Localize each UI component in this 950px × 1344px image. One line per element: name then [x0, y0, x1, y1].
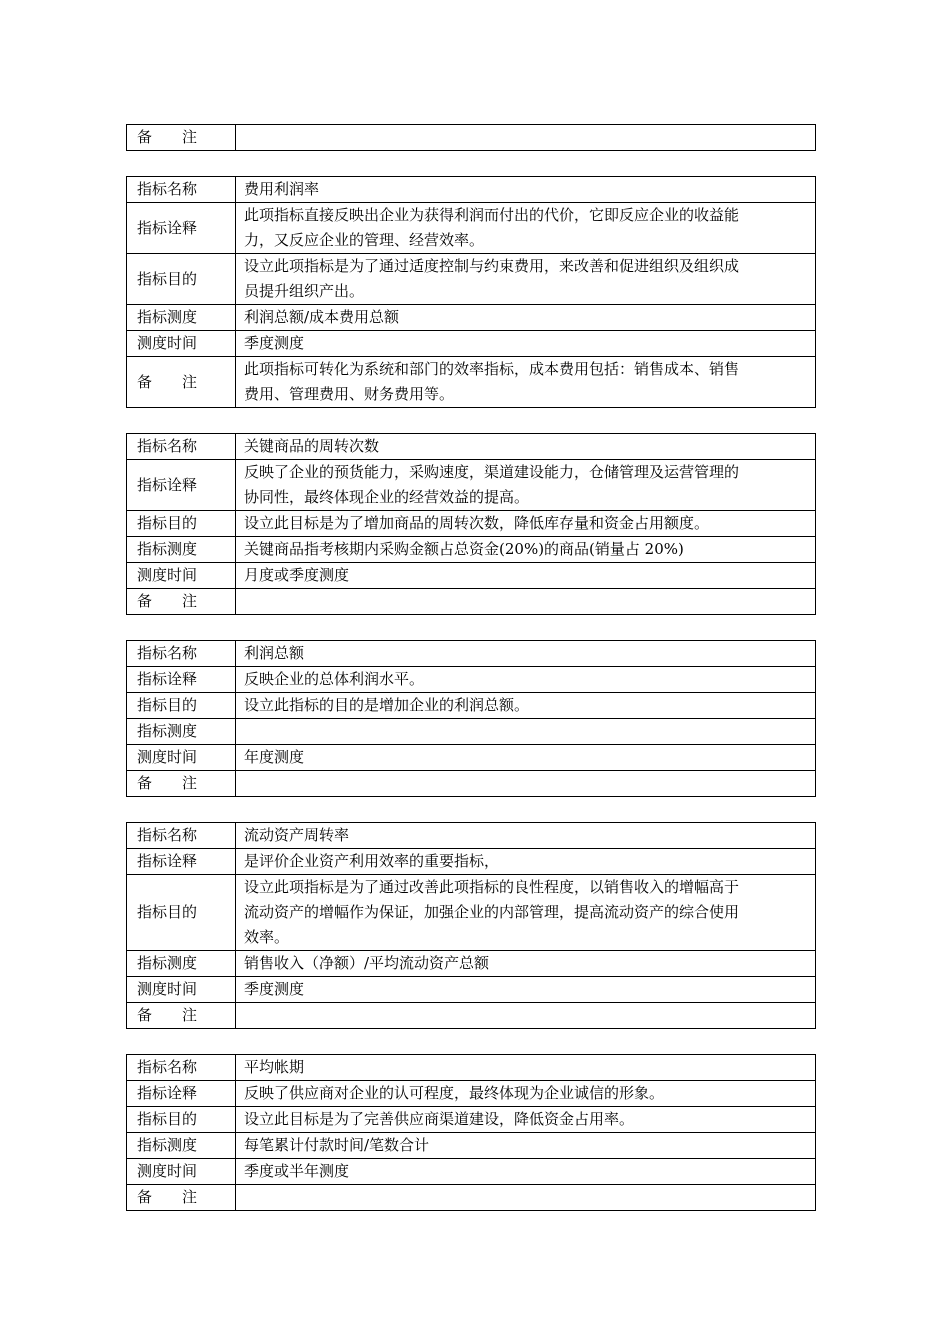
value-line: 设立此项指标是为了通过改善此项指标的良性程度，以销售收入的增幅高于	[244, 878, 740, 896]
value-line: 效率。	[244, 928, 290, 946]
table-row	[127, 177, 816, 203]
table-row	[127, 849, 816, 875]
row-label: 指标诠释	[127, 203, 236, 254]
value-line: 设立此指标的目的是增加企业的利润总额。	[244, 696, 530, 714]
indicator-table	[126, 822, 816, 1029]
table-row	[127, 771, 816, 797]
value-line: 月度或季度测度	[244, 566, 350, 584]
value-line: 年度测度	[244, 748, 305, 766]
table-row	[127, 1159, 816, 1185]
value-line: 季度或半年测度	[244, 1162, 350, 1180]
table-row	[127, 331, 816, 357]
value-line: 设立此项指标是为了通过适度控制与约束费用，来改善和促进组织及组织成	[244, 257, 740, 275]
row-value	[236, 563, 816, 589]
row-value	[236, 849, 816, 875]
row-label: 测度时间	[127, 977, 236, 1003]
table-row	[127, 254, 816, 305]
table-row	[127, 1081, 816, 1107]
row-value	[236, 589, 816, 615]
row-label: 测度时间	[127, 1159, 236, 1185]
row-label: 备 注	[127, 771, 236, 797]
row-label: 备 注	[127, 125, 236, 151]
value-line: 此项指标可转化为系统和部门的效率指标，成本费用包括：销售成本、销售	[244, 360, 740, 378]
row-label: 指标测度	[127, 951, 236, 977]
value-line: 协同性，最终体现企业的经营效益的提高。	[244, 488, 530, 506]
table-row	[127, 357, 816, 408]
value-line: 力，又反应企业的管理、经营效率。	[244, 231, 485, 249]
indicator-table	[126, 640, 816, 797]
value-line: 每笔累计付款时间/笔数合计	[244, 1136, 430, 1154]
table-row	[127, 203, 816, 254]
value-line: 是评价企业资产利用效率的重要指标，	[244, 852, 500, 870]
row-label: 指标诠释	[127, 667, 236, 693]
value-line: 费用、管理费用、财务费用等。	[244, 385, 455, 403]
value-line: 利润总额	[244, 644, 305, 662]
row-label: 指标诠释	[127, 1081, 236, 1107]
value-line: 平均帐期	[244, 1058, 305, 1076]
table-row	[127, 1185, 816, 1211]
row-label: 指标名称	[127, 434, 236, 460]
table-row	[127, 1107, 816, 1133]
row-value	[236, 951, 816, 977]
row-value	[236, 719, 816, 745]
table-row	[127, 1055, 816, 1081]
row-label: 指标目的	[127, 254, 236, 305]
row-label: 备 注	[127, 1185, 236, 1211]
row-value	[236, 771, 816, 797]
row-label: 测度时间	[127, 331, 236, 357]
value-line: 流动资产的增幅作为保证，加强企业的内部管理，提高流动资产的综合使用	[244, 903, 740, 921]
row-label: 指标名称	[127, 641, 236, 667]
row-label: 指标诠释	[127, 849, 236, 875]
table-row	[127, 745, 816, 771]
row-label: 指标名称	[127, 177, 236, 203]
row-value	[236, 125, 816, 151]
row-value	[236, 641, 816, 667]
value-line: 设立此目标是为了增加商品的周转次数，降低库存量和资金占用额度。	[244, 514, 710, 532]
table-row	[127, 693, 816, 719]
row-label: 指标测度	[127, 305, 236, 331]
row-value	[236, 357, 816, 408]
value-line: 季度测度	[244, 980, 305, 998]
table-row	[127, 511, 816, 537]
value-line: 反映了供应商对企业的认可程度，最终体现为企业诚信的形象。	[244, 1084, 665, 1102]
row-value	[236, 511, 816, 537]
value-line: 此项指标直接反映出企业为获得利润而付出的代价，它即反应企业的收益能	[244, 206, 740, 224]
row-value	[236, 1003, 816, 1029]
table-row	[127, 951, 816, 977]
row-label: 测度时间	[127, 563, 236, 589]
table-row	[127, 875, 816, 951]
row-value	[236, 1159, 816, 1185]
row-value	[236, 693, 816, 719]
row-value	[236, 434, 816, 460]
value-line: 反映企业的总体利润水平。	[244, 670, 425, 688]
row-value	[236, 203, 816, 254]
table-row	[127, 589, 816, 615]
row-value	[236, 1081, 816, 1107]
indicator-table	[126, 176, 816, 408]
row-value	[236, 875, 816, 951]
table-row	[127, 434, 816, 460]
row-label: 指标测度	[127, 719, 236, 745]
indicator-table	[126, 433, 816, 615]
row-value	[236, 1107, 816, 1133]
indicator-table	[126, 124, 816, 151]
table-row	[127, 125, 816, 151]
row-value	[236, 177, 816, 203]
row-label: 备 注	[127, 589, 236, 615]
row-label: 指标目的	[127, 511, 236, 537]
table-row	[127, 977, 816, 1003]
row-value	[236, 667, 816, 693]
value-line: 员提升组织产出。	[244, 282, 365, 300]
table-row	[127, 563, 816, 589]
row-value	[236, 1185, 816, 1211]
value-line: 设立此目标是为了完善供应商渠道建设，降低资金占用率。	[244, 1110, 635, 1128]
row-value	[236, 331, 816, 357]
table-row	[127, 305, 816, 331]
row-value	[236, 537, 816, 563]
value-line: 销售收入（净额）/平均流动资产总额	[244, 954, 490, 972]
row-label: 指标名称	[127, 823, 236, 849]
row-label: 备 注	[127, 1003, 236, 1029]
row-label: 指标目的	[127, 1107, 236, 1133]
table-row	[127, 537, 816, 563]
table-row	[127, 719, 816, 745]
row-label: 备 注	[127, 357, 236, 408]
row-value	[236, 460, 816, 511]
value-line: 季度测度	[244, 334, 305, 352]
table-row	[127, 1003, 816, 1029]
value-line: 利润总额/成本费用总额	[244, 308, 400, 326]
value-line: 费用利润率	[244, 180, 320, 198]
value-line: 反映了企业的预货能力，采购速度，渠道建设能力，仓储管理及运营管理的	[244, 463, 740, 481]
row-value	[236, 305, 816, 331]
value-line: 关键商品指考核期内采购金额占总资金(20%)的商品(销量占 20%)	[244, 540, 684, 558]
table-row	[127, 823, 816, 849]
row-label: 指标测度	[127, 1133, 236, 1159]
row-label: 指标名称	[127, 1055, 236, 1081]
table-row	[127, 667, 816, 693]
value-line: 流动资产周转率	[244, 826, 350, 844]
table-row	[127, 1133, 816, 1159]
row-value	[236, 1133, 816, 1159]
row-label: 指标目的	[127, 875, 236, 951]
row-value	[236, 977, 816, 1003]
value-line: 关键商品的周转次数	[244, 437, 380, 455]
indicator-table	[126, 1054, 816, 1211]
row-label: 测度时间	[127, 745, 236, 771]
table-row	[127, 641, 816, 667]
document-body	[126, 124, 816, 1236]
row-value	[236, 823, 816, 849]
row-label: 指标诠释	[127, 460, 236, 511]
table-row	[127, 460, 816, 511]
row-value	[236, 254, 816, 305]
row-value	[236, 1055, 816, 1081]
row-value	[236, 745, 816, 771]
row-label: 指标测度	[127, 537, 236, 563]
row-label: 指标目的	[127, 693, 236, 719]
